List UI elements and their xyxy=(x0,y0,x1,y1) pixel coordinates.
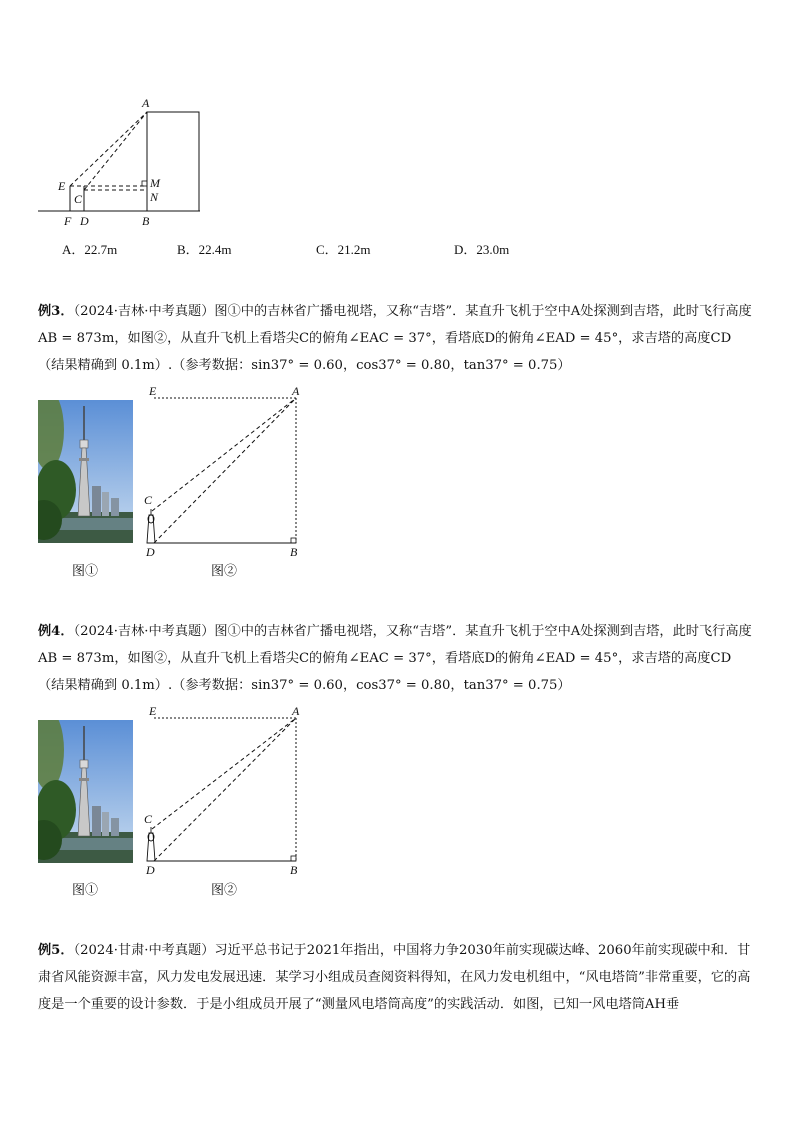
example-5-text xyxy=(38,937,756,1018)
option-b: B．22.4m xyxy=(177,242,232,257)
tower-photo-2 xyxy=(38,720,133,863)
ex4-label-c: C xyxy=(144,812,153,826)
figure-1-diagram xyxy=(30,92,220,232)
option-a: A．22.7m xyxy=(62,242,118,257)
example-5-body: （2024·甘肃·中考真题）习近平总书记于2021年指出，中国将力争2030年前实现碳达峰、2060年前实现碳中和．甘肃省风能资源丰富，风力发电发展迅速．某学习小组成员查阅资料得知，在风力发电机组中，“风电塔筒”非常重要，它的高度是一个重要的设计参数．于是小组成员开展了“测量风电塔筒高度”的实践活动．如图，已知一风电塔筒AH垂 xyxy=(38,943,751,1012)
ex4-label-b: B xyxy=(290,863,298,877)
ex3-label-a: A xyxy=(292,384,300,398)
fig1-label-e: E xyxy=(58,179,66,193)
example-4-caption-2: 图② xyxy=(211,883,238,898)
ex3-label-c: C xyxy=(144,493,153,507)
fig1-label-b: B xyxy=(142,214,150,228)
ex3-label-e: E xyxy=(149,384,157,398)
example-3-caption-1: 图① xyxy=(72,564,99,579)
example-5-label: 例5． xyxy=(38,943,74,958)
fig1-label-n: N xyxy=(150,190,159,204)
fig1-label-d: D xyxy=(80,214,89,228)
example-3-label: 例3． xyxy=(38,304,74,319)
ex3-label-b: B xyxy=(290,545,298,559)
ex4-label-d: D xyxy=(146,863,155,877)
example-4-label: 例4． xyxy=(38,624,74,639)
example-4-diagram xyxy=(140,702,310,880)
fig1-label-a: A xyxy=(142,96,150,110)
ex4-label-e: E xyxy=(149,704,157,718)
example-4-text xyxy=(38,618,756,699)
ex3-label-d: D xyxy=(146,545,155,559)
option-d: D．23.0m xyxy=(454,242,510,257)
example-4-caption-1: 图① xyxy=(72,883,99,898)
fig1-label-m: M xyxy=(150,176,160,190)
fig1-label-f: F xyxy=(64,214,72,228)
ex4-label-a: A xyxy=(292,704,300,718)
example-4-body: （2024·吉林·中考真题）图①中的吉林省广播电视塔，又称“吉塔”．某直升飞机于空中A处探测到吉塔，此时飞行高度AB = 873m，如图②，从直升飞机上看塔尖C的俯角∠EAC = 37°，看塔底D的俯角∠EAD = 45°，求吉塔的高度CD（结果精确到 0.1m）.（参考数据：sin37° = 0.60，cos37° = 0.80，tan37° = 0.75） xyxy=(38,624,752,693)
example-3-text xyxy=(38,298,756,379)
fig1-label-c: C xyxy=(74,192,83,206)
example-3-caption-2: 图② xyxy=(211,564,238,579)
example-3-diagram xyxy=(140,382,310,560)
option-c: C．21.2m xyxy=(316,242,371,257)
tower-photo-1 xyxy=(38,400,133,543)
example-3-body: （2024·吉林·中考真题）图①中的吉林省广播电视塔，又称“吉塔”．某直升飞机于空中A处探测到吉塔，此时飞行高度AB = 873m，如图②，从直升飞机上看塔尖C的俯角∠EAC = 37°，看塔底D的俯角∠EAD = 45°，求吉塔的高度CD（结果精确到 0.1m）.（参考数据：sin37° = 0.60，cos37° = 0.80，tan37° = 0.75） xyxy=(38,304,752,373)
